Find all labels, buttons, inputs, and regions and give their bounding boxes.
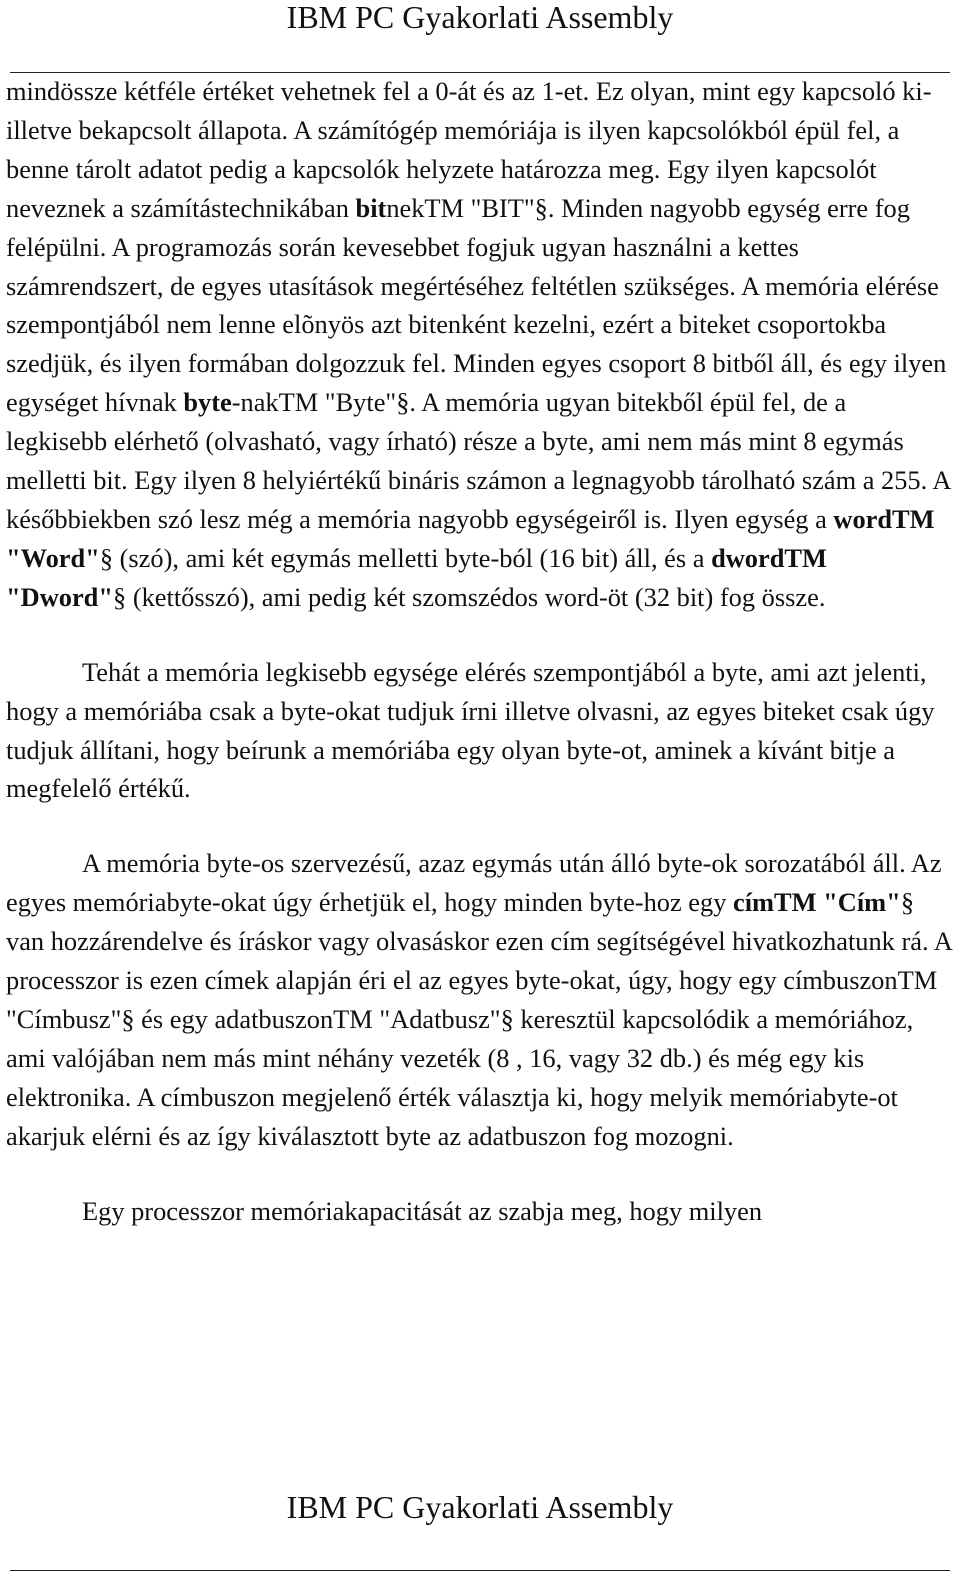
paragraph-memory-addressing — [6, 844, 952, 1155]
text-run: A memória byte-os szervezésű, azaz egymás után álló byte-ok sorozatából áll. Az egyes memóriabyte-okat úgy érhetjük el, hogy minden byte-hoz egy — [6, 848, 942, 918]
text-run: mindössze kétféle értéket vehetnek fel a 0-át és az 1-et. Ez olyan, mint egy kapcsoló ki- illetve bekapcsolt állapota. A számítógép memóriája is ilyen kapcsolókból épül fel, a benne tárolt adatot pedig a kapcsolók helyzete határozza meg. Egy ilyen kapcsolót neveznek a számítástechnikában — [6, 76, 932, 223]
term-dword: dwordTM "Dword" — [6, 542, 827, 612]
term-word: wordTM "Word" — [6, 503, 935, 573]
section-mark: § — [99, 542, 114, 573]
footer-rule — [10, 1570, 950, 1571]
term-cim: címTM "Cím" — [733, 887, 901, 918]
page-footer: IBM PC Gyakorlati Assembly — [286, 1489, 674, 1525]
text-run: van hozzárendelve és íráskor vagy olvasáskor ezen cím segítségével hivatkozhatunk rá. A processzor is ezen címek alapján éri el az egyes byte-okat, úgy, hogy egy címbuszonTM "Címbusz"§ és egy adatbuszonTM "Adatbusz"§ keresztül kapcsolódik a memóriához, ami valójában nem más mint néhány vezeték (8 , 16, vagy 32 db.) és még egy kis elektronika. A címbuszon megjelenő érték választja ki, hogy melyik memóriabyte-ot akarjuk elérni és az így kiválasztott byte az adatbuszon fog mozogni. — [6, 926, 952, 1151]
term-byte: byte — [183, 387, 232, 418]
section-mark: § — [900, 887, 915, 918]
paragraph-smallest-unit: Tehát a memória legkisebb egysége elérés szempontjából a byte, ami azt jelenti, hogy a memóriába csak a byte-okat tudjuk írni illetve olvasni, az egyes biteket csak úgy tudjuk állítani, hogy beírunk a memóriába egy olyan byte-ot, aminek a kívánt bitje a megfelelő értékű. — [6, 656, 935, 804]
text-run: nekTM "BIT"§. Minden nagyobb egység erre fog felépülni. A programozás során kevesebbet fogjuk ugyan használni a kettes számrendszert, de egyes utasítások megértéséhez feltétlen szükséges. A memória elérése szempontjából nem lenne elõnyös azt bitenként kezelni, ezért a biteket csoportokba szedjük, és ilyen formában dolgozzuk fel. Minden egyes csoport 8 bitből áll, és egy ilyen egységet hívnak — [6, 192, 947, 418]
text-run: (szó), ami két egymás melletti byte-ból (16 bit) áll, és a — [113, 542, 712, 573]
text-run: (kettősszó), ami pedig két szomszédos word-öt (32 bit) fog össze. — [126, 581, 826, 612]
text-run: -nakTM "Byte"§. A memória ugyan bitekből épül fel, de a legkisebb elérhető (olvasható, vagy írható) része a byte, ami nem más mint 8 egymás melletti bit. Egy ilyen 8 helyiértékű bináris számon a legnagyobb tárolható szám a 255. A későbbiekben szó lesz még a memória nagyobb egységeiről is. Ilyen egység a — [6, 387, 950, 534]
term-bit: bit — [355, 192, 387, 223]
section-mark: § — [113, 581, 127, 612]
document-body — [6, 72, 952, 1230]
paragraph-capacity: Egy processzor memóriakapacitását az szabja meg, hogy milyen — [82, 1195, 763, 1226]
paragraph-bits-bytes — [6, 72, 952, 617]
page-header: IBM PC Gyakorlati Assembly — [286, 0, 674, 35]
